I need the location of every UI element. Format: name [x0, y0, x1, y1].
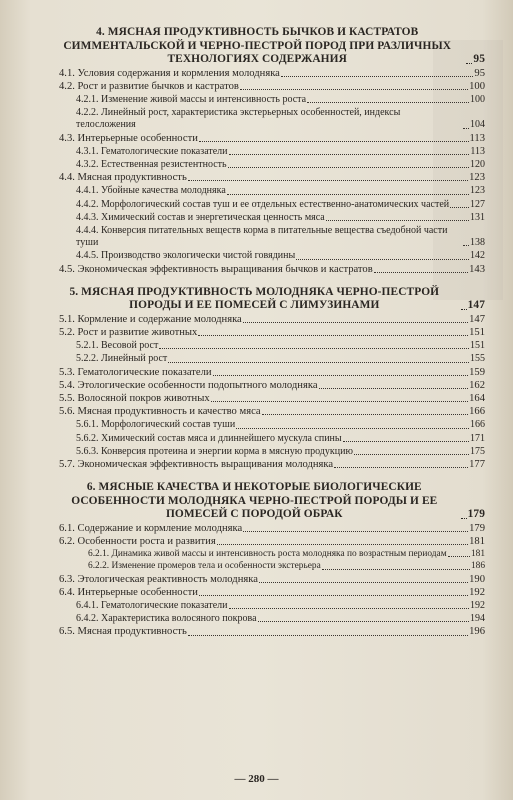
dot-leader — [188, 635, 468, 636]
dot-leader — [463, 245, 469, 246]
dot-leader — [229, 608, 469, 609]
toc-entry-title: 6.3. Этологическая реактивность молодняка — [59, 573, 258, 585]
toc-entry-title: 5.3. Гематологические показатели — [59, 366, 212, 378]
toc-entry-title: 4.3.1. Гематологические показатели — [76, 145, 228, 157]
toc-entry[interactable] — [49, 433, 485, 445]
dot-leader — [199, 141, 469, 142]
page-number: — 280 — — [234, 773, 279, 785]
dot-leader — [236, 428, 469, 429]
toc-page-number: 100 — [470, 93, 485, 105]
toc-entry[interactable] — [49, 613, 485, 625]
toc-entry[interactable] — [49, 446, 485, 458]
toc-page-number: 147 — [469, 313, 485, 325]
toc-page-number: 179 — [469, 522, 485, 534]
dot-leader — [374, 272, 468, 273]
toc-entry-title: 4.4.1. Убойные качества молодняка — [76, 185, 226, 197]
toc-entry[interactable] — [49, 574, 485, 586]
dot-leader — [354, 454, 469, 455]
toc-page-number: 143 — [469, 263, 485, 275]
toc-entry[interactable] — [49, 340, 485, 352]
dot-leader — [213, 375, 469, 376]
toc-entry-title: 4.4.4. Конверсия питательных веществ корма в питательные вещества съедобной части туши — [76, 224, 448, 249]
toc-entry[interactable] — [49, 185, 485, 197]
dot-leader — [229, 154, 470, 155]
dot-leader — [259, 582, 468, 583]
toc-entry-title: 4.2.1. Изменение живой массы и интенсивность роста — [76, 93, 307, 105]
toc-entry-title: 5.6. Мясная продуктивность и качество мяса — [59, 406, 261, 418]
toc-entry[interactable] — [49, 212, 485, 224]
dot-leader — [281, 76, 474, 77]
toc-page-number: 123 — [470, 185, 485, 197]
toc-entry[interactable] — [49, 380, 485, 392]
toc-page-number: 162 — [469, 379, 485, 391]
toc-entry[interactable] — [49, 250, 485, 262]
dot-leader — [198, 335, 468, 336]
dot-leader — [319, 388, 469, 389]
toc-page-number: 171 — [470, 432, 485, 444]
toc-entry[interactable] — [49, 561, 485, 572]
toc-page-number: 194 — [470, 613, 485, 625]
toc-page-number: 155 — [470, 353, 485, 365]
dot-leader — [199, 595, 468, 596]
toc-entry-title: 5.4. Этологические особенности подопытного молодняка — [59, 379, 318, 391]
toc-entry[interactable] — [49, 225, 485, 249]
toc-entry[interactable] — [49, 68, 485, 80]
toc-page-number: 100 — [469, 80, 485, 92]
dot-leader — [217, 544, 468, 545]
toc-entry-title: 5.2.1. Весовой рост — [76, 340, 159, 352]
toc-entry[interactable] — [49, 367, 485, 379]
toc-entry[interactable] — [49, 523, 485, 535]
toc-entry-title: 5.2.2. Линейный рост — [76, 353, 168, 365]
toc-entry-title: 4.3.2. Естественная резистентность — [76, 158, 227, 170]
dot-leader — [211, 401, 468, 402]
toc-entry-title: 4.4. Мясная продуктивность — [59, 172, 187, 184]
toc-entry-title: 6.1. Содержание и кормление молодняка — [59, 522, 243, 534]
toc-entry-title: 5.5. Волосяной покров животных — [59, 392, 210, 404]
dot-leader — [322, 569, 470, 570]
toc-entry[interactable] — [49, 107, 485, 131]
toc-page-number: 113 — [470, 145, 485, 157]
toc-entry-title: 5. МЯСНАЯ ПРОДУКТИВНОСТЬ МОЛОДНЯКА ЧЕРНО-ПЕСТРОЙ ПОРОДЫ И ЕЕ ПОМЕСЕЙ С ЛИМУЗИНАМИ — [69, 285, 440, 312]
toc-entry-title: 6. МЯСНЫЕ КАЧЕСТВА И НЕКОТОРЫЕ БИОЛОГИЧЕСКИЕ ОСОБЕННОСТИ МОЛОДНЯКА ЧЕРНО-ПЕСТРОЙ ПОРОДЫ И ЕЕ ПОМЕСЕЙ С ПОРОДОЙ ОБРАК — [71, 481, 438, 521]
toc-chapter-heading[interactable] — [49, 481, 485, 522]
toc-entry-title: 6.2.1. Динамика живой массы и интенсивность роста молодняка по возрастным периодам — [88, 549, 447, 560]
toc-page-number: 147 — [467, 299, 485, 312]
toc-entry-title: 5.2. Рост и развитие животных — [59, 326, 198, 338]
toc-entry-title: 6.2.2. Изменение промеров тела и особенности экстерьера — [88, 561, 321, 572]
dot-leader — [296, 259, 469, 260]
toc-entry[interactable] — [49, 327, 485, 339]
toc-entry-title: 6.4. Интерьерные особенности — [59, 586, 198, 598]
dot-leader — [262, 414, 468, 415]
toc-entry-title: 5.1. Кормление и содержание молодняка — [59, 313, 242, 325]
toc-entry-title: 4.1. Условия содержания и кормления молодняка — [59, 67, 280, 79]
toc-page-number: 113 — [469, 132, 485, 144]
toc-entry[interactable] — [49, 536, 485, 548]
toc-entry-title: 6.4.2. Характеристика волосяного покрова — [76, 613, 257, 625]
toc-entry[interactable] — [49, 459, 485, 471]
dot-leader — [243, 531, 468, 532]
toc-page-number: 95 — [473, 53, 485, 65]
toc-page-number: 192 — [470, 599, 485, 611]
toc-entry-title: 4.2.2. Линейный рост, характеристика экстерьерных особенностей, индексы телосложения — [76, 107, 401, 131]
dot-leader — [463, 128, 469, 129]
dot-leader — [307, 102, 469, 103]
toc-entry[interactable] — [49, 159, 485, 171]
toc-page-number: 151 — [470, 340, 485, 352]
toc-entry-title: 4. МЯСНАЯ ПРОДУКТИВНОСТЬ БЫЧКОВ И КАСТРАТОВ СИММЕНТАЛЬСКОЙ И ЧЕРНО-ПЕСТРОЙ ПОРОД ПРИ РАЗЛИЧНЫХ ТЕХНОЛОГИЯХ СОДЕРЖАНИЯ — [63, 26, 452, 65]
dot-leader — [450, 207, 469, 208]
toc-entry[interactable] — [49, 199, 485, 211]
dot-leader — [188, 180, 468, 181]
toc-page-number: 123 — [469, 172, 485, 184]
toc-entry[interactable] — [49, 406, 485, 418]
toc-page-number: 142 — [470, 250, 485, 262]
toc-page-number: 181 — [469, 535, 485, 547]
toc-page-number: 127 — [470, 198, 485, 210]
toc-page-number: 166 — [470, 419, 485, 431]
dot-leader — [461, 518, 467, 519]
toc-page-number: 166 — [469, 406, 485, 418]
toc-entry[interactable] — [49, 133, 485, 145]
toc-page-number: 159 — [469, 366, 485, 378]
toc-entry-title: 6.2. Особенности роста и развития — [59, 535, 216, 547]
toc-entry-title: 6.4.1. Гематологические показатели — [76, 599, 228, 611]
dot-leader — [334, 467, 468, 468]
toc-entry[interactable] — [49, 94, 485, 106]
dot-leader — [461, 309, 467, 310]
dot-leader — [168, 362, 469, 363]
toc-entry-title: 5.6.2. Химический состав мяса и длиннейшего мускула спины — [76, 432, 342, 444]
toc-page-number: 181 — [470, 549, 485, 560]
toc-entry[interactable] — [49, 264, 485, 276]
toc-chapter-heading[interactable] — [49, 26, 485, 67]
toc-entry[interactable] — [49, 587, 485, 599]
toc-page-number: 138 — [470, 237, 485, 249]
dot-leader — [228, 167, 469, 168]
dot-leader — [227, 194, 469, 195]
toc-chapter-heading[interactable] — [49, 286, 485, 313]
toc-entry[interactable] — [49, 419, 485, 431]
toc-entry-title: 5.6.3. Конверсия протеина и энергии корма в мясную продукцию — [76, 445, 353, 457]
toc-page-number: 164 — [469, 392, 485, 404]
toc-page-number: 175 — [470, 445, 485, 457]
toc-page-number: 177 — [469, 458, 485, 470]
section-gap — [49, 277, 485, 286]
toc-entry[interactable] — [49, 393, 485, 405]
section-gap — [49, 472, 485, 481]
dot-leader — [343, 441, 469, 442]
toc-entry-title: 5.6.1. Морфологический состав туши — [76, 419, 236, 431]
toc-page-number: 151 — [469, 326, 485, 338]
dot-leader — [243, 322, 468, 323]
toc-entry[interactable] — [49, 600, 485, 612]
toc-entry-title: 4.4.5. Производство экологически чистой говядины — [76, 250, 296, 262]
toc-page-number: 196 — [469, 626, 485, 638]
toc-entry-title: 4.4.2. Морфологический состав туш и ее отдельных естественно-анатомических частей — [76, 198, 450, 210]
toc-page-number: 186 — [470, 561, 485, 572]
dot-leader — [159, 348, 469, 349]
toc-entry[interactable] — [49, 353, 485, 365]
toc-entry[interactable] — [49, 172, 485, 184]
toc-entry-title: 5.7. Экономическая эффективность выращивания молодняка — [59, 458, 334, 470]
toc-entry[interactable] — [49, 81, 485, 93]
toc-page-number: 131 — [470, 211, 485, 223]
toc-entry[interactable] — [49, 146, 485, 158]
toc-page-number: 104 — [470, 119, 485, 131]
dot-leader — [466, 63, 472, 64]
toc-entry-title: 4.4.3. Химический состав и энергетическая ценность мяса — [76, 211, 325, 223]
toc-entry-title: 4.3. Интерьерные особенности — [59, 132, 198, 144]
toc-entry-title: 6.5. Мясная продуктивность — [59, 626, 187, 638]
toc-page-number: 95 — [474, 67, 485, 79]
toc-page-number: 190 — [469, 573, 485, 585]
toc-page-number: 192 — [469, 586, 485, 598]
toc-entry[interactable] — [49, 549, 485, 560]
toc-entry-title: 4.2. Рост и развитие бычков и кастратов — [59, 80, 239, 92]
dot-leader — [326, 220, 469, 221]
dot-leader — [448, 556, 470, 557]
toc-page-number: 179 — [467, 508, 485, 521]
table-of-contents — [49, 26, 485, 640]
toc-entry[interactable] — [49, 314, 485, 326]
dot-leader — [240, 89, 468, 90]
toc-page-number: 120 — [470, 158, 485, 170]
toc-entry-title: 4.5. Экономическая эффективность выращивания бычков и кастратов — [59, 263, 373, 275]
toc-entry[interactable] — [49, 626, 485, 638]
dot-leader — [258, 621, 469, 622]
